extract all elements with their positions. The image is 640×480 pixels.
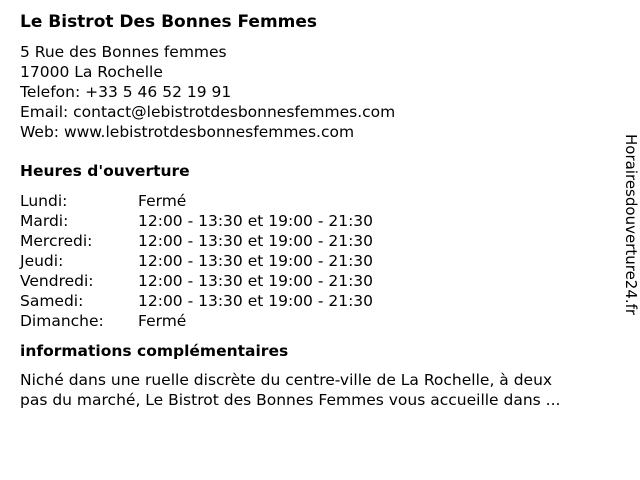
info-line-1: Niché dans une ruelle discrète du centre-ville de La Rochelle, à deux: [20, 371, 553, 389]
hours-row-monday: [20, 191, 620, 211]
phone-line: Telefon: +33 5 46 52 19 91: [20, 83, 232, 101]
hours-time: 12:00 - 13:30 et 19:00 - 21:30: [138, 292, 374, 310]
info-line-2: pas du marché, Le Bistrot des Bonnes Femmes vous accueille dans ...: [20, 391, 561, 409]
site-watermark: Horairesdouverture24.fr: [622, 134, 640, 316]
hours-day: Vendredi:: [20, 272, 94, 290]
address-city: 17000 La Rochelle: [20, 63, 163, 81]
hours-time: 12:00 - 13:30 et 19:00 - 21:30: [138, 252, 374, 270]
address-street: 5 Rue des Bonnes femmes: [20, 43, 227, 61]
hours-time: 12:00 - 13:30 et 19:00 - 21:30: [138, 212, 374, 230]
hours-row-sunday: [20, 311, 620, 331]
hours-day: Lundi:: [20, 192, 68, 210]
hours-day: Samedi:: [20, 292, 84, 310]
hours-row-saturday: [20, 291, 620, 311]
hours-row-friday: [20, 271, 620, 291]
hours-row-tuesday: [20, 211, 620, 231]
hours-time: Fermé: [138, 312, 187, 330]
business-listing: [20, 10, 620, 410]
hours-time: 12:00 - 13:30 et 19:00 - 21:30: [138, 232, 374, 250]
hours-day: Jeudi:: [20, 252, 64, 270]
hours-time: 12:00 - 13:30 et 19:00 - 21:30: [138, 272, 374, 290]
hours-time: Fermé: [138, 192, 187, 210]
hours-row-thursday: [20, 251, 620, 271]
hours-heading: Heures d'ouverture: [20, 162, 190, 180]
email-line: Email: contact@lebistrotdesbonnesfemmes.com: [20, 103, 396, 121]
hours-day: Dimanche:: [20, 312, 104, 330]
business-name: Le Bistrot Des Bonnes Femmes: [20, 12, 318, 32]
hours-row-wednesday: [20, 231, 620, 251]
opening-hours-table: [20, 191, 620, 331]
web-line: Web: www.lebistrotdesbonnesfemmes.com: [20, 123, 355, 141]
info-heading: informations complémentaires: [20, 342, 289, 360]
hours-day: Mardi:: [20, 212, 69, 230]
contact-block: [20, 42, 620, 142]
info-description: [20, 370, 635, 410]
hours-day: Mercredi:: [20, 232, 93, 250]
